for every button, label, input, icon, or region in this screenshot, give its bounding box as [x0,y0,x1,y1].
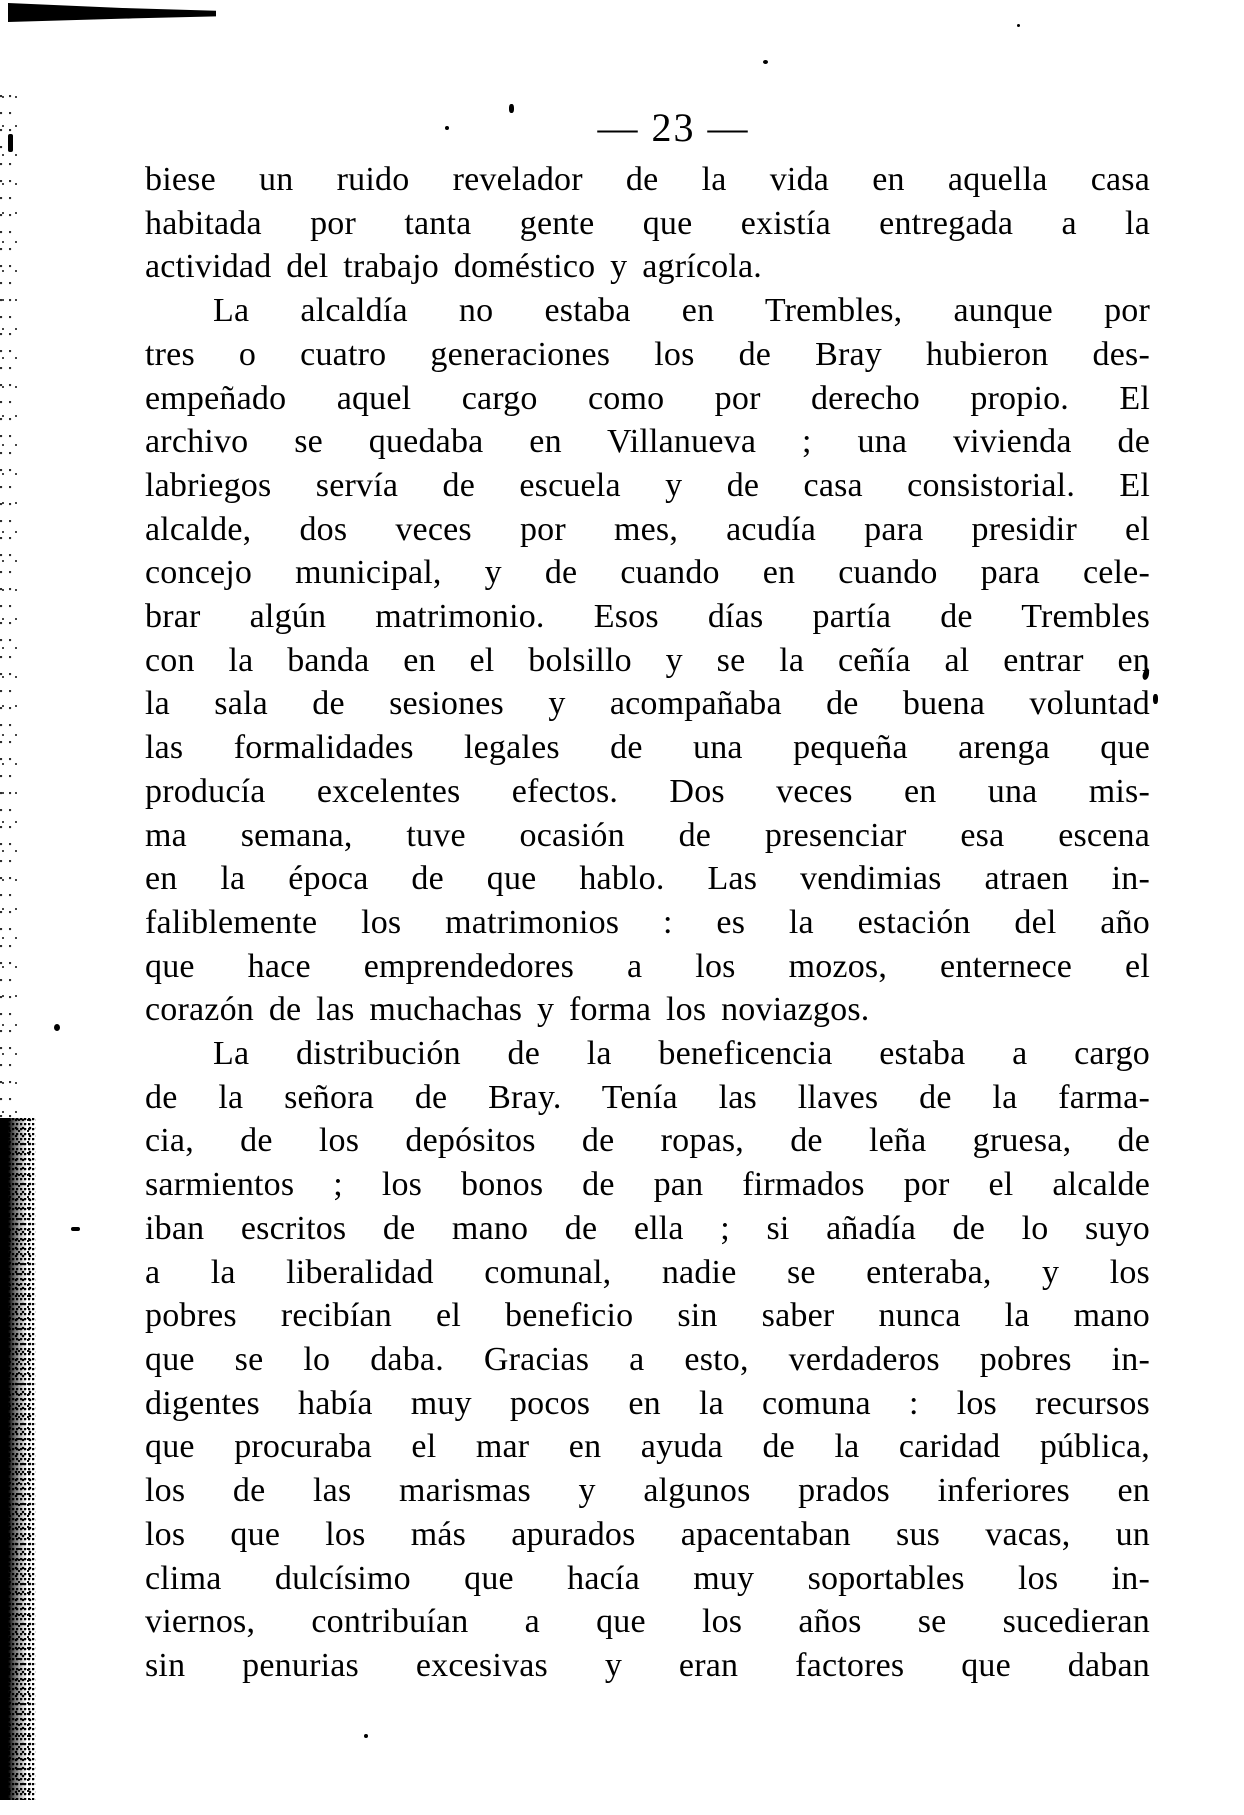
text-line: que se lo daba. Gracias a esto, verdaderos pobres in- [145,1340,1150,1378]
text-line: brar algún matrimonio. Esos días partía de Trembles [145,598,1150,636]
text-line: a la liberalidad comunal, nadie se enteraba, y los [145,1253,1150,1291]
text-line: con la banda en el bolsillo y se la ceñía al entrar en [145,641,1150,679]
text-line: biese un ruido revelador de la vida en aquella casa [145,161,1150,198]
text-line: las formalidades legales de una pequeña arenga que [145,729,1150,767]
text-line: los que los más apurados apacentaban sus vacas, un [145,1515,1150,1553]
text-line: sin penurias excesivas y eran factores que daban [145,1646,1150,1684]
scan-artifact-left-speckle-sparse [0,95,18,1120]
text-line: sarmientos ; los bonos de pan firmados por el alcalde [145,1166,1150,1204]
page-text-block [145,158,1150,1688]
text-line: en la época de que hablo. Las vendimias atraen in- [145,860,1150,898]
scan-artifact-left-speckle-dense [0,1118,36,1800]
text-line: la sala de sesiones y acompañaba de buena voluntad [145,685,1150,723]
scan-artifact-speck [1017,24,1020,27]
scan-artifact-speck [1153,694,1158,704]
text-line: corazón de las muchachas y forma los noviazgos. [145,991,870,1029]
text-line: iban escritos de mano de ella ; si añadía de lo suyo [145,1209,1150,1247]
scan-artifact-top-wedge [8,2,216,22]
text-line: que procuraba el mar en ayuda de la caridad pública, [145,1428,1150,1466]
text-line: La distribución de la beneficencia estaba a cargo [213,1035,1150,1073]
text-line: de la señora de Bray. Tenía las llaves de la farma- [145,1078,1150,1116]
text-line: alcalde, dos veces por mes, acudía para presidir el [145,510,1150,548]
text-line: tres o cuatro generaciones los de Bray hubieron des- [145,335,1150,373]
page-number-header: — 23 — [597,105,750,150]
scan-artifact-speck [763,60,768,64]
text-line: clima dulcísimo que hacía muy soportables los in- [145,1559,1150,1597]
text-line: los de las marismas y algunos prados inferiores en [145,1472,1150,1510]
text-line: actividad del trabajo doméstico y agrícola. [145,248,762,286]
text-line: que hace emprendedores a los mozos, enternece el [145,947,1150,985]
text-line: habitada por tanta gente que existía entregada a la [145,204,1150,242]
text-line: digentes había muy pocos en la comuna : los recursos [145,1384,1150,1422]
text-line: pobres recibían el beneficio sin saber nunca la mano [145,1297,1150,1335]
scan-artifact-speck [364,1734,368,1738]
scan-artifact-speck [8,134,13,152]
text-line: concejo municipal, y de cuando en cuando para cele- [145,554,1150,592]
text-line: producía excelentes efectos. Dos veces en una mis- [145,772,1150,810]
scan-artifact-speck [71,1227,80,1231]
text-line: labriegos servía de escuela y de casa consistorial. El [145,466,1150,504]
scan-artifact-speck [54,1024,60,1031]
text-line: ma semana, tuve ocasión de presenciar esa escena [145,816,1150,854]
text-line: cia, de los depósitos de ropas, de leña gruesa, de [145,1122,1150,1160]
text-line: viernos, contribuían a que los años se sucedieran [145,1603,1150,1641]
text-line: empeñado aquel cargo como por derecho propio. El [145,379,1150,417]
text-line: La alcaldía no estaba en Trembles, aunque por [213,292,1150,330]
text-line: faliblemente los matrimonios : es la estación del año [145,903,1150,941]
text-line: archivo se quedaba en Villanueva ; una vivienda de [145,423,1150,461]
